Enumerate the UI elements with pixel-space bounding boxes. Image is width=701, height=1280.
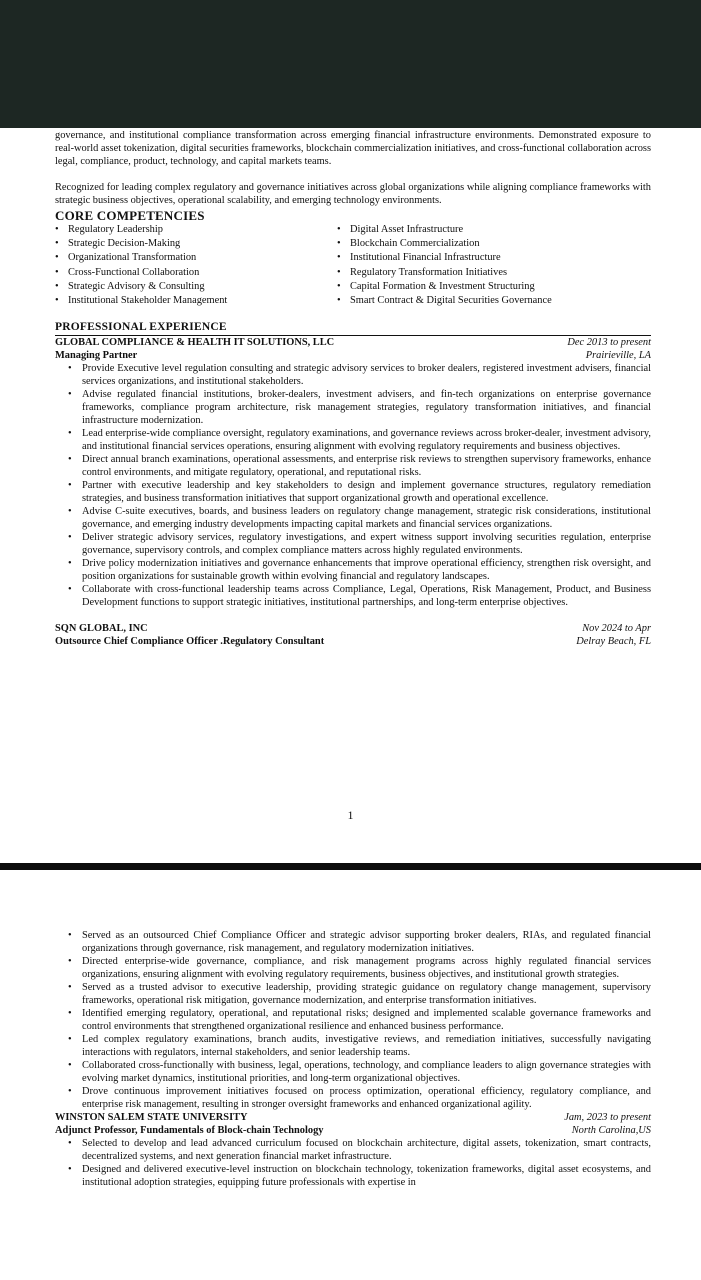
job-dates: Jam, 2023 to present xyxy=(564,1112,651,1123)
job-bullets xyxy=(55,362,651,609)
job-title-row xyxy=(55,349,651,362)
page-2-content xyxy=(55,929,651,1189)
competency-item: • Smart Contract & Digital Securities Governance xyxy=(337,294,619,308)
job-title: Managing Partner xyxy=(55,350,138,362)
job-bullets xyxy=(55,929,651,1111)
job-bullet: • Lead enterprise-wide compliance oversight, regulatory examinations, and governance reviews across broker-dealer, investment advisory, and institutional financial services operations, ensuring alignment with evolving regulatory requirements and business objectives. xyxy=(55,427,651,453)
job-bullet: • Served as a trusted advisor to executive leadership, providing strategic guidance on regulatory change management, supervisory frameworks, operational risk mitigation, governance modernization, and enterprise transformation initiatives. xyxy=(55,981,651,1007)
competency-item: • Institutional Financial Infrastructure xyxy=(337,251,619,265)
competency-item: • Regulatory Transformation Initiatives xyxy=(337,266,619,280)
job-bullet: • Directed enterprise-wide governance, compliance, and risk management programs across highly regulated financial services organizations, ensuring alignment with evolving regulatory requirements, business objectives, and institutional growth strategies. xyxy=(55,955,651,981)
page-1-content xyxy=(55,129,651,648)
competency-item: • Digital Asset Infrastructure xyxy=(337,223,619,237)
job-bullet: • Drive policy modernization initiatives and governance enhancements that improve operational efficiency, strengthen risk oversight, and position organizations for sustainable growth within evolving financial and regulatory landscapes. xyxy=(55,557,651,583)
resume-page-2 xyxy=(0,870,701,1280)
company-name: GLOBAL COMPLIANCE & HEALTH IT SOLUTIONS, LLC xyxy=(55,337,335,349)
competency-item: • Strategic Advisory & Consulting xyxy=(55,280,337,294)
page-number: 1 xyxy=(347,808,354,822)
competency-item: • Blockchain Commercialization xyxy=(337,237,619,251)
job-bullet: • Designed and delivered executive-level instruction on blockchain technology, tokenization frameworks, digital asset ecosystems, and institutional adoption strategies, equipping future professionals with expertise in xyxy=(55,1163,651,1189)
page-divider xyxy=(0,863,701,870)
company-name: WINSTON SALEM STATE UNIVERSITY xyxy=(55,1112,248,1123)
job-bullet: • Drove continuous improvement initiatives focused on process optimization, operational efficiency, regulatory compliance, and enterprise risk management, resulting in stronger oversight frameworks and enhanced organizational agility. xyxy=(55,1085,651,1111)
experience-heading: PROFESSIONAL EXPERIENCE xyxy=(55,321,227,334)
summary-paragraph-2: Recognized for leading complex regulatory and governance initiatives across global organizations while aligning compliance frameworks with strategic business objectives, operational scalability, and emerging technology environments. xyxy=(55,182,651,206)
job-location: Delray Beach, FL xyxy=(576,636,651,648)
job-title-row xyxy=(55,635,651,648)
job-bullet: • Provide Executive level regulation consulting and strategic advisory services to broker dealers, registered investment advisers, financial services organizations, and institutional stakeholders. xyxy=(55,362,651,388)
company-name: SQN GLOBAL, INC xyxy=(55,623,148,635)
resume-page-1 xyxy=(0,128,701,863)
job-title: Outsource Chief Compliance Officer .Regulatory Consultant xyxy=(55,636,325,648)
summary-paragraph-1: governance, and institutional compliance transformation across emerging financial infrastructure environments. Demonstrated exposure to real-world asset tokenization, digital securities frameworks, blockchain commercialization initiatives, and cross-functional collaboration across legal, compliance, product, technology, and capital markets teams. xyxy=(55,130,651,167)
core-competencies-heading: CORE COMPETENCIES xyxy=(55,208,205,223)
job-bullet: • Advise C-suite executives, boards, and business leaders on regulatory change management, strategic risk considerations, institutional governance, and emerging industry developments impacting capital markets and financial services organizations. xyxy=(55,505,651,531)
job-header-row xyxy=(55,1111,651,1124)
job-bullet: • Deliver strategic advisory services, regulatory investigations, and expert witness support involving securities regulation, enterprise governance, supervisory controls, and complex compliance matters across highly regulated environments. xyxy=(55,531,651,557)
job-bullet: • Direct annual branch examinations, operational assessments, and enterprise risk reviews to strengthen supervisory frameworks, enhance control environments, and mitigate regulatory, operational, and reputational risks. xyxy=(55,453,651,479)
competencies-left-column xyxy=(55,223,337,308)
competency-item: • Regulatory Leadership xyxy=(55,223,337,237)
job-title: Adjunct Professor, Fundamentals of Block-chain Technology xyxy=(55,1125,324,1136)
job-bullet: • Collaborated cross-functionally with business, legal, operations, technology, and compliance leaders to align governance strategies with evolving market dynamics, institutional priorities, and long-term organizational objectives. xyxy=(55,1059,651,1085)
job-location: Prairieville, LA xyxy=(585,350,651,362)
competencies-right-column xyxy=(337,223,619,308)
competency-item: • Strategic Decision-Making xyxy=(55,237,337,251)
core-competencies-list xyxy=(55,223,651,308)
job-header-row xyxy=(55,622,651,635)
competency-item: • Organizational Transformation xyxy=(55,251,337,265)
job-location: North Carolina,US xyxy=(571,1125,651,1136)
job-title-row xyxy=(55,1124,651,1137)
job-bullet: • Served as an outsourced Chief Compliance Officer and strategic advisor supporting broker dealers, RIAs, and regulated financial organizations through governance, risk management, and regulatory modernization initiatives. xyxy=(55,929,651,955)
job-bullet: • Collaborate with cross-functional leadership teams across Compliance, Legal, Operations, Risk Management, Product, and Business Development functions to support strategic initiatives, institutional partnerships, and long-term enterprise objectives. xyxy=(55,583,651,609)
job-bullet: • Led complex regulatory examinations, branch audits, investigative reviews, and remediation initiatives, successfully navigating interactions with regulators, internal stakeholders, and senior leadership teams. xyxy=(55,1033,651,1059)
job-header-row xyxy=(55,336,651,349)
competency-item: • Institutional Stakeholder Management xyxy=(55,294,337,308)
job-dates: Dec 2013 to present xyxy=(567,337,651,349)
job-bullets xyxy=(55,1137,651,1189)
competency-item: • Capital Formation & Investment Structuring xyxy=(337,280,619,294)
competency-item: • Cross-Functional Collaboration xyxy=(55,266,337,280)
job-bullet: • Identified emerging regulatory, operational, and reputational risks; designed and implemented scalable governance frameworks and control environments that strengthened organizational resilience and enhanced business performance. xyxy=(55,1007,651,1033)
job-dates: Nov 2024 to Apr xyxy=(582,623,651,635)
job-bullet: • Partner with executive leadership and key stakeholders to design and implement governance structures, regulatory remediation strategies, and business transformation initiatives that support organizational growth and operational excellence. xyxy=(55,479,651,505)
job-bullet: • Advise regulated financial institutions, broker-dealers, investment advisers, and fin-tech organizations on enterprise governance frameworks, compliance program architecture, risk management strategies, regulatory transformation initiatives, and financial infrastructure modernization. xyxy=(55,388,651,427)
job-bullet: • Selected to develop and lead advanced curriculum focused on blockchain architecture, digital assets, tokenization, smart contracts, decentralized systems, and next generation financial market infrastructure. xyxy=(55,1137,651,1163)
screen-top-bar xyxy=(0,0,701,128)
